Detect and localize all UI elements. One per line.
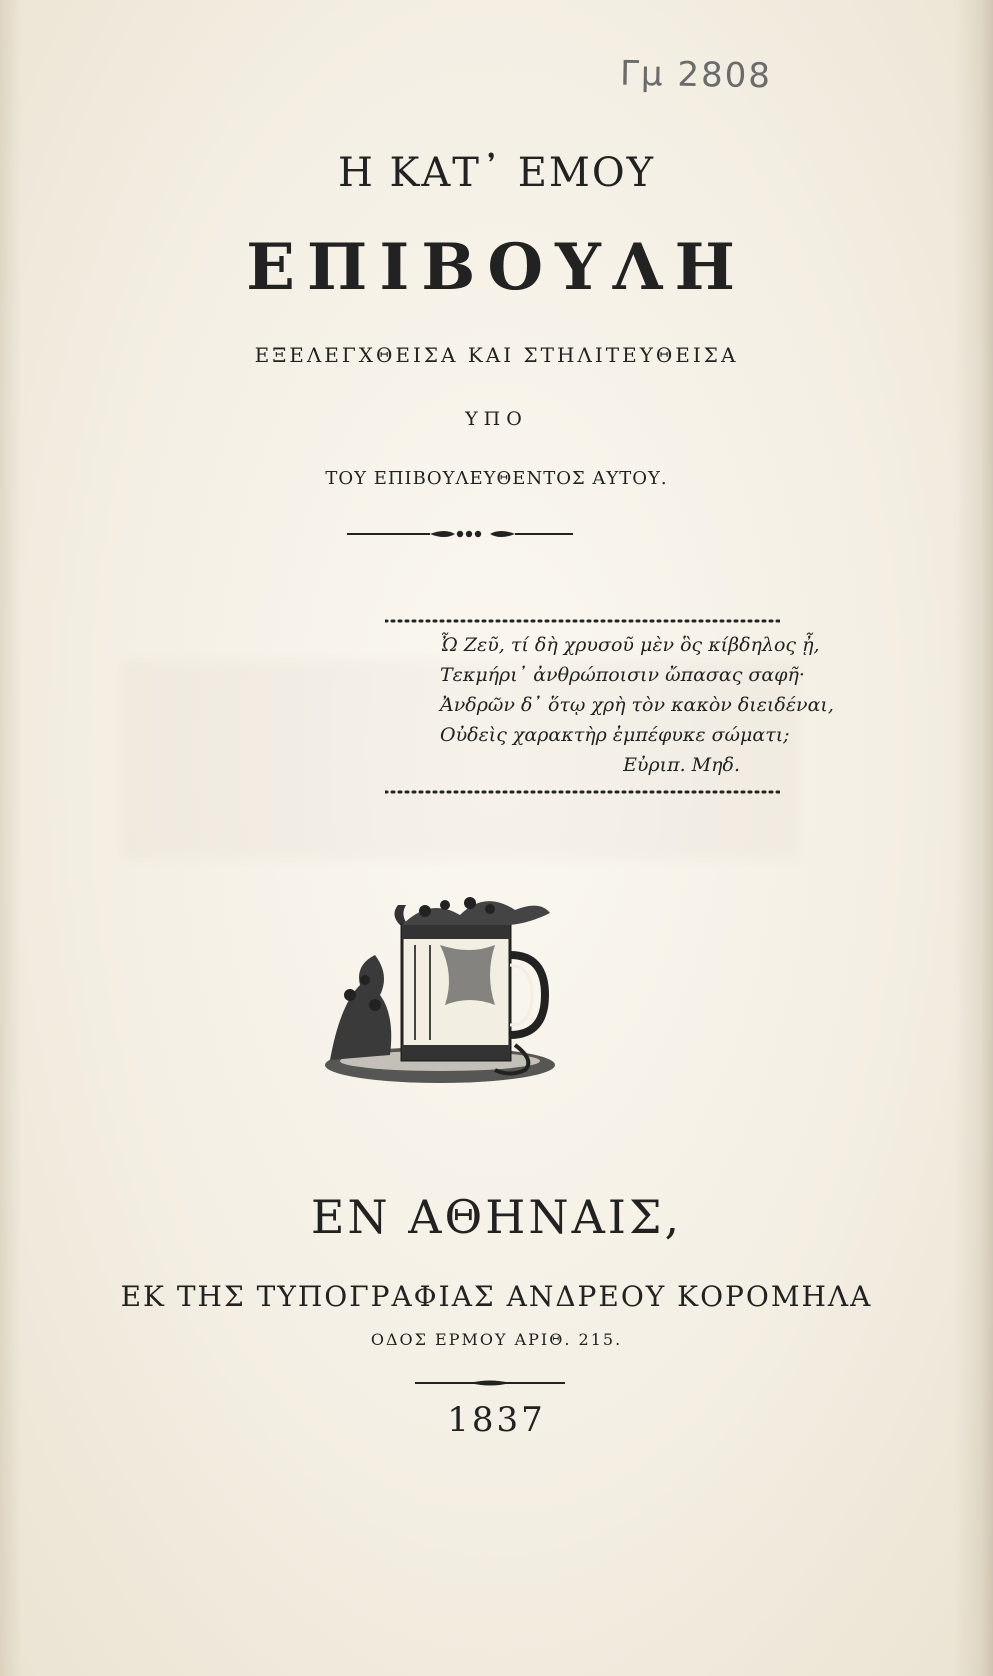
year: 1837	[447, 1400, 546, 1440]
author-line: ΤΟΥ ΕΠΙΒΟΥΛΕΥΘΕΝΤΟΣ ΑΥΤΟΥ.	[325, 468, 668, 489]
catalog-mark: Γμ 2808	[619, 53, 773, 97]
address-line: ΟΔΟΣ ΕΡΜΟΥ ΑΡΙΘ. 215.	[370, 1330, 623, 1349]
title-line-1: Η ΚΑΤ᾿ ΕΜΟΥ	[337, 150, 656, 196]
subtitle: ΕΞΕΛΕΓΧΘΕΙΣΑ ΚΑΙ ΣΤΗΛΙΤΕΥΘΕΙΣΑ	[254, 343, 739, 367]
place-line: ΕΝ ΑΘΗΝΑΙΣ,	[310, 1190, 683, 1244]
epigraph-line-3: Ἀνδρῶν δ᾿ ὅτῳ χρὴ τὸν κακὸν διειδέναι,	[440, 694, 834, 716]
tankard-vignette-icon	[320, 885, 580, 1095]
epigraph-attribution: Εὐριπ. Μηδ.	[623, 754, 740, 776]
epigraph-line-4: Οὐδεὶς χαρακτὴρ ἐμπέφυκε σώματι;	[440, 724, 790, 746]
epigraph	[440, 630, 834, 780]
title-line-2: ΕΠΙΒΟΥΛΗ	[246, 230, 747, 305]
epigraph-line-1: Ὦ Ζεῦ, τί δὴ χρυσοῦ μὲν ὃς κίβδηλος ᾖ,	[440, 634, 820, 656]
dotted-rule-icon	[385, 787, 780, 797]
by-line: ΥΠΟ	[465, 408, 528, 430]
ornamental-rule-icon	[345, 525, 575, 543]
epigraph-line-2: Τεκμήρι᾿ ἀνθρώποισιν ὤπασας σαφῆ·	[440, 664, 805, 686]
dotted-rule-icon	[385, 616, 780, 626]
short-rule-icon	[415, 1378, 565, 1388]
printer-line: ΕΚ ΤΗΣ ΤΥΠΟΓΡΑΦΙΑΣ ΑΝΔΡΕΟΥ ΚΟΡΟΜΗΛΑ	[120, 1280, 873, 1313]
